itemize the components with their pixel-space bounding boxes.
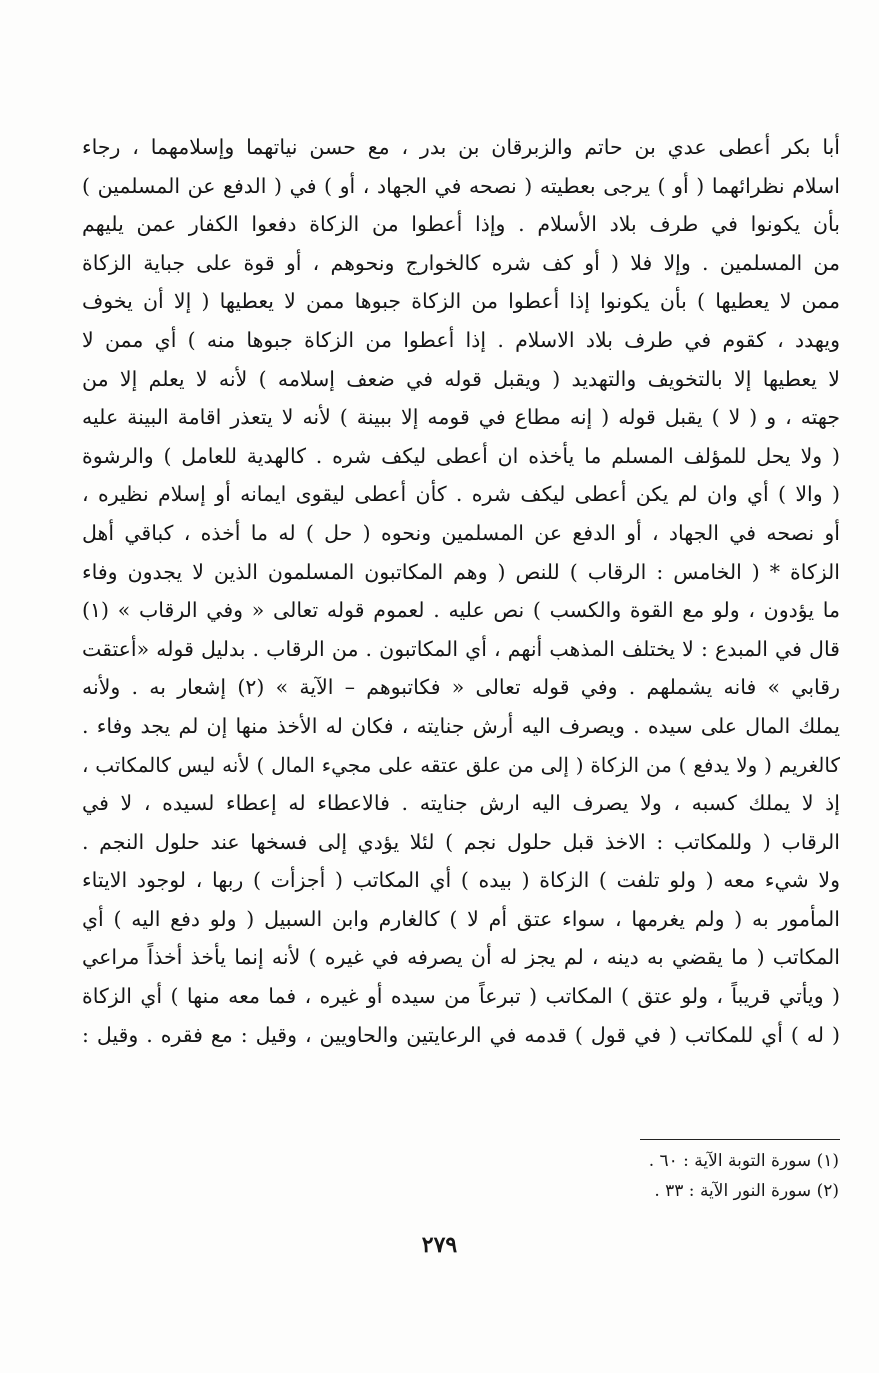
text-line: يملك المال على سيده . ويصرف اليه أرش جنايته ، فكان له الأخذ منها إن لم يجد وفاء . xyxy=(82,713,840,738)
text-line: الرقاب ( وللمكاتب : الاخذ قبل حلول نجم ) لئلا يؤدي إلى فسخها عند حلول النجم . xyxy=(82,829,840,854)
text-line: إذ لا يملك كسبه ، ولا يصرف اليه ارش جنايته . فالاعطاء له إعطاء لسيده ، لا في xyxy=(82,791,840,816)
text-line: ( ولا يحل للمؤلف المسلم ما يأخذه ان أعطى ليكف شره . كالهدية للعامل ) والرشوة xyxy=(82,443,840,468)
text-line: اسلام نظرائهما ( أو ) يرجى بعطيته ( نصحه في الجهاد ، أو ) في ( الدفع عن المسلمين ) xyxy=(82,173,840,198)
text-line: الزكاة * ( الخامس : الرقاب ) للنص ( وهم المكاتبون المسلمون الذين لا يجدون وفاء xyxy=(82,559,840,584)
footnote: (١) سورة التوبة الآية : ٦٠ . xyxy=(648,1151,839,1171)
text-line: ولا شيء معه ( ولو تلفت ) الزكاة ( بيده ) أي المكاتب ( أجزأت ) ربها ، لوجود الايتاء xyxy=(82,868,840,893)
text-line: ما يؤدون ، ولو مع القوة والكسب ) نص عليه . لعموم قوله تعالى « وفي الرقاب » (١) xyxy=(82,598,840,623)
footnote-separator xyxy=(640,1139,840,1140)
text-line: من المسلمين . وإلا فلا ( أو كف شره كالخوارج ونحوهم ، أو قوة على جباية الزكاة xyxy=(82,250,840,275)
text-line: ممن لا يعطيها ) بأن يكونوا إذا أعطوا من الزكاة جبوها ممن لا يعطيها ( إلا أن يخوف xyxy=(82,289,840,314)
text-line: ( ويأتي قريباً ، ولو عتق ) المكاتب ( تبرعاً من سيده أو غيره ، فما معه منها ) أي الزكاة xyxy=(82,984,840,1009)
text-line: رقابي » فانه يشملهم . وفي قوله تعالى « فكاتبوهم – الآية » (٢) إشعار به . ولأنه xyxy=(82,675,840,700)
text-line: كالغريم ( ولا يدفع ) من الزكاة ( إلى من علق عتقه على مجيء المال ) لأنه ليس كالمكاتب ، xyxy=(82,752,840,777)
text-line: لا يعطيها إلا بالتخويف والتهديد ( ويقبل قوله في ضعف إسلامه ) لأنه لا يعلم إلا من xyxy=(82,366,840,391)
text-line: ( له ) أي للمكاتب ( في قول ) قدمه في الرعايتين والحاويين ، وقيل : مع فقره . وقيل : xyxy=(82,1022,840,1047)
text-line: ( والا ) أي وان لم يكن أعطى ليكف شره . كأن أعطى ليقوى ايمانه أو إسلام نظيره ، xyxy=(82,482,840,507)
page-number: ٢٧٩ xyxy=(421,1232,458,1258)
text-line: أو نصحه في الجهاد ، أو الدفع عن المسلمين ونحوه ( حل ) له ما أخذه ، كباقي أهل xyxy=(82,520,840,545)
text-line: المأمور به ( ولم يغرمها ، سواء عتق أم لا ) كالغارم وابن السبيل ( ولو دفع اليه ) أي xyxy=(82,906,840,931)
text-line: ويهدد ، كقوم في طرف بلاد الاسلام . إذا أعطوا من الزكاة جبوها منه ) أي ممن لا xyxy=(82,327,840,352)
text-line: أبا بكر أعطى عدي بن حاتم والزبرقان بن بدر ، مع حسن نياتهما وإسلامهما ، رجاء xyxy=(82,135,840,159)
text-line: قال في المبدع : لا يختلف المذهب أنهم ، أي المكاتبون . من الرقاب . بدليل قوله «أعتقت xyxy=(82,636,840,661)
text-line: جهته ، و ( لا ) يقبل قوله ( إنه مطاع في قومه إلا ببينة ) لأنه لا يتعذر اقامة البينة عليه xyxy=(82,405,840,430)
main-text-block xyxy=(82,128,840,1054)
text-line: المكاتب ( ما يقضي به دينه ، لم يجز له أن يصرفه في غيره ) لأنه إنما يأخذ أخذاً مراعي xyxy=(82,945,840,970)
footnote: (٢) سورة النور الآية : ٣٣ . xyxy=(654,1181,839,1201)
text-line: بأن يكونوا في طرف بلاد الأسلام . وإذا أعطوا من الزكاة دفعوا الكفار عمن يليهم xyxy=(82,212,840,237)
footnotes xyxy=(439,1146,839,1206)
